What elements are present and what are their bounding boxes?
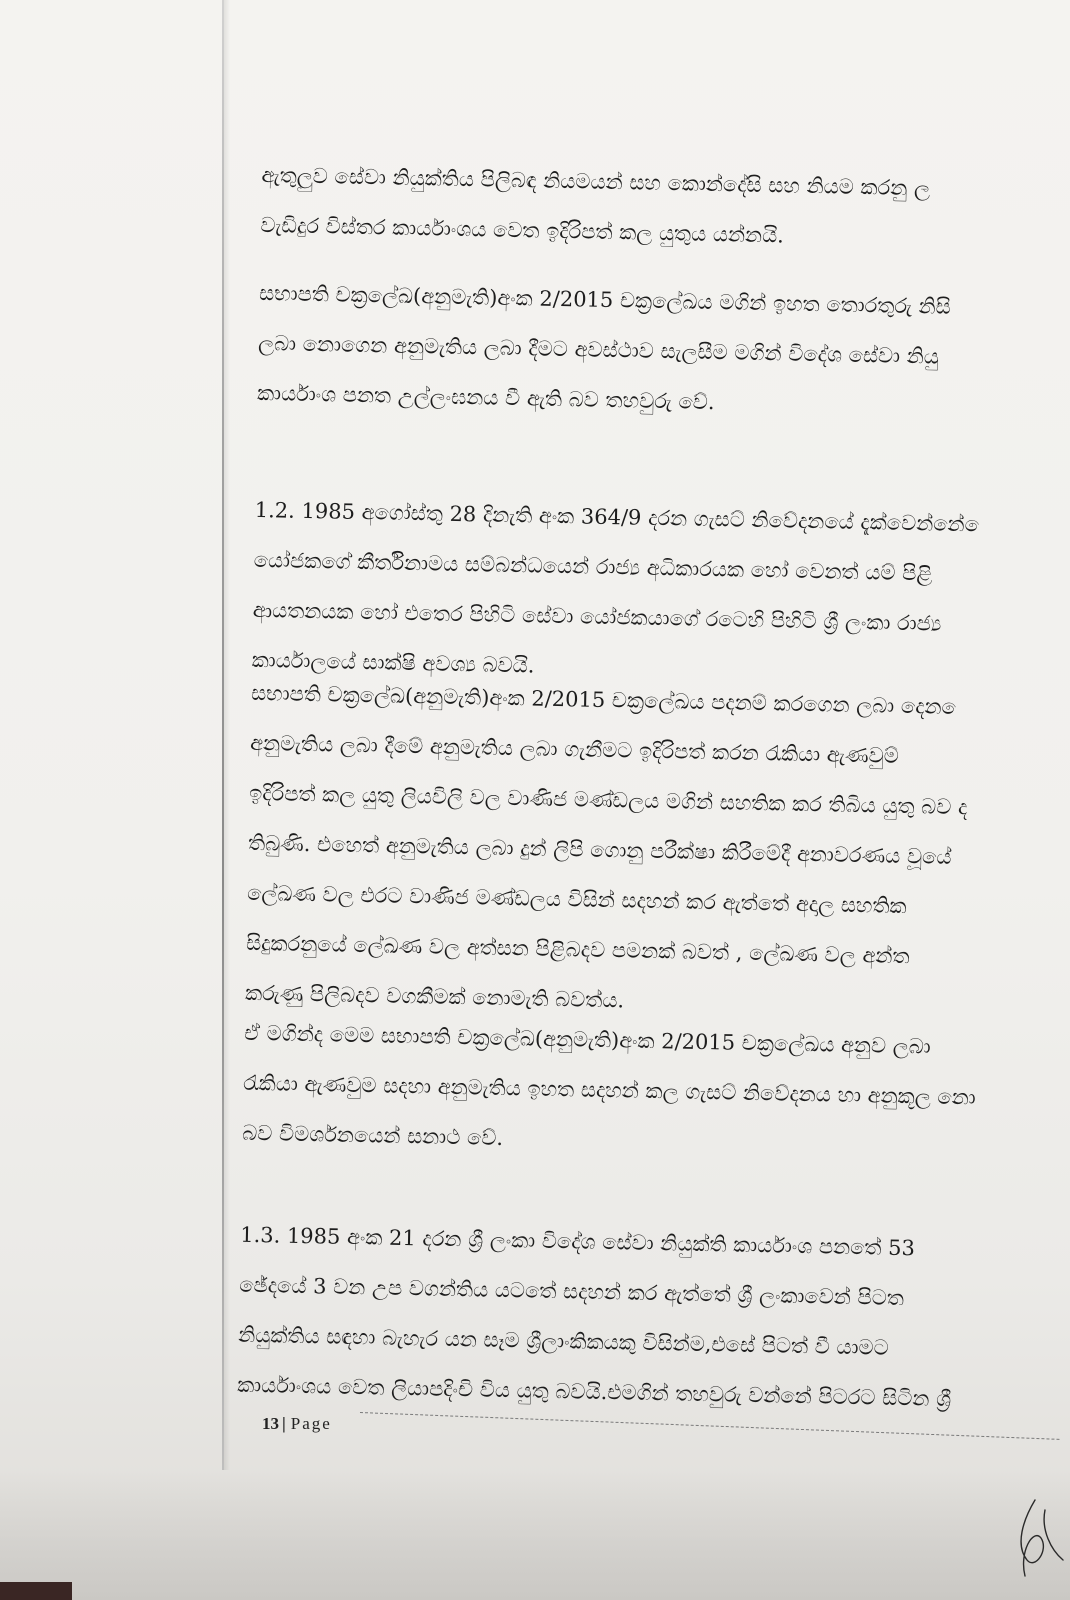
text-line: ලබා නොගෙන අනුමැතිය ලබා දීමට අවස්ථාව සැලසීම මගින් විදේශ සේවා නියු — [257, 330, 940, 369]
text-line: නියුක්තිය සඳහා බැහැර යන සෑම ශ්‍රීලාංකිකයකු විසින්ම,එසේ පිටත් වී යාමට — [237, 1322, 890, 1360]
section-1-2 — [251, 485, 1070, 702]
signature-mark — [1005, 1490, 1065, 1590]
text-line: කාර්යාංශය වෙත ලියාපදිංචි විය යුතු බවයි.එමගින් තහවුරු වන්නේ පිටරට සිටින ශ්‍රී — [236, 1372, 952, 1412]
paragraph-5 — [242, 1008, 1070, 1175]
text-line: සභාපති චක්‍රලේඛ(අනුමැති)අංක 2/2015 චක්‍රලේඛය මගින් ඉහත තොරතුරු නිසි — [258, 280, 952, 319]
text-line: ඉදිරිපත් කල යුතු ලියවිලි වල වාණිජ මණ්ඩලය මගින් සහතික කර තිබිය යුතු බව ද — [248, 780, 968, 820]
text-line: අනුමැතිය ලබා දීමේ අනුමැතිය ලබා ගැනීමට ඉදිරිපත් කරන රැකියා ඇණවුම් — [249, 730, 900, 768]
paragraph-4 — [245, 668, 1070, 1035]
text-line: වැඩිදුර විස්තර කාර්යාංශය වෙත ඉදිරිපත් කල යුතුය යන්නයි. — [260, 212, 785, 248]
text-line: කාර්යාංශ පනත උල්ලංඝනය වී ඇති බව තහවුරු වේ. — [256, 380, 715, 415]
page-footer — [262, 1414, 332, 1434]
section-heading-line: 1.2. 1985 අගෝස්තු 28 දිනැති අංක 364/9 දරන ගැසට් නිවේදනයේ දැක්වෙන්නේ ෙ — [254, 497, 990, 537]
page-number: 13 — [262, 1414, 279, 1433]
bottom-shadow — [0, 1470, 1070, 1600]
paragraph-2 — [257, 268, 1070, 435]
table-edge — [0, 1582, 72, 1600]
text-line: කරුණු පිලිබදව වගකීමක් නොමැති බවත්ය. — [244, 980, 625, 1013]
text-line: බව විමර්ශනයෙන් සනාථ වේ. — [242, 1120, 504, 1151]
text-line: ලේඛණ වල එරට වාණිජ මණ්ඩලය විසින් සදහන් කර ඇත්තේ අදාල සහතික — [246, 880, 907, 919]
page-label: Page — [290, 1414, 332, 1433]
text-line: රැකියා ඇණවුම සදහා අනුමැතිය ඉහත සදහන් කල ගැසට් නිවේදනය හා අනුකූල නො — [243, 1070, 976, 1110]
paragraph-1 — [260, 150, 1070, 267]
text-line: සිදුකරනුයේ ලේඛණ වල අත්සන පිළිබදව පමනක් බවත් , ලේඛණ වල අන්ත — [245, 930, 910, 969]
text-line: ඡේදයේ 3 වන උප වගන්තිය යටතේ සදහන් කර ඇත්තේ ශ්‍රී ලංකාවෙන් පිටත — [238, 1272, 905, 1311]
text-line: ඒ මගින්ද මෙම සභාපති චක්‍රලේඛ(අනුමැති)අංක 2/2015 චක්‍රලේඛය අනුව ලබා — [244, 1020, 931, 1059]
text-line: තිබුණි. එහෙත් අනුමැතිය ලබා දුන් ලිපි ගොනු පරීක්ෂා කිරීමේදී අනාවරණය වූයේ — [247, 830, 952, 869]
section-1-3 — [237, 1210, 1070, 1427]
text-line: සභාපති චක්‍රලේඛ(අනුමැති)අංක 2/2015 චක්‍රලේඛය පදනම් කරගෙන ලබා දෙන ෙ — [250, 680, 967, 720]
text-line: ඇතුලුව සේවා නියුක්තිය පිලිබඳ නියමයන් සහ කොන්දේසි සහ නියම කරනු ල — [261, 162, 931, 201]
text-line: කාර්යාලයේ සාක්ෂි අවශ්‍ය බවයි. — [251, 647, 535, 678]
text-line: ආයතනයක හෝ එතෙර පිහිටි සේවා යෝජකයාගේ රටෙහි පිහිටි ශ්‍රී ලංකා රාජ්‍ය — [252, 597, 942, 636]
footer-separator: | — [282, 1414, 288, 1433]
section-heading-line: 1.3. 1985 අංක 21 දරන ශ්‍රී ලංකා විදේශ සේවා නියුක්ති කාර්යාංශ පනතේ 53 — [239, 1222, 916, 1261]
text-line: යෝජකගේ කීර්තිනාමය සම්බන්ධයෙන් රාජ්‍ය අධිකාරයක හෝ වෙනත් යම් පිළි — [253, 547, 933, 586]
binding-shadow — [224, 0, 230, 1470]
